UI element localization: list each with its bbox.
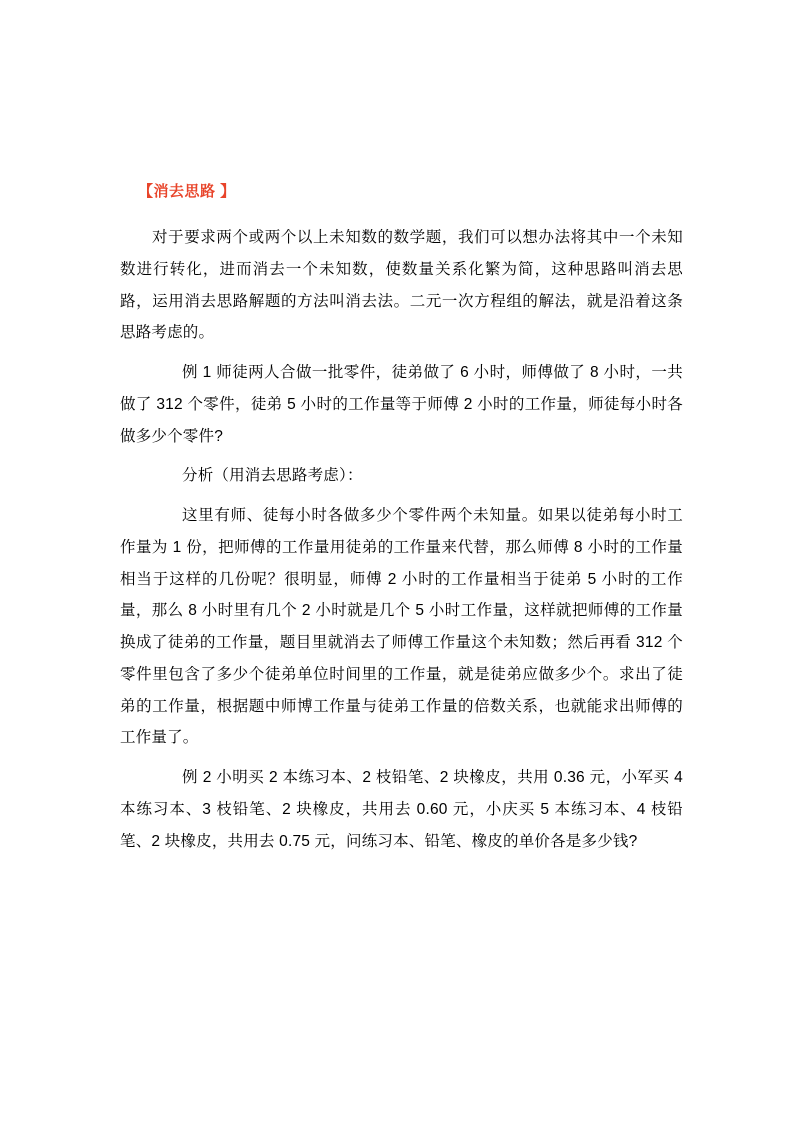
paragraph-analysis-label: 分析（用消去思路考虑）： <box>182 467 363 485</box>
section-heading: 【消去思路 】 <box>138 183 236 200</box>
paragraph-analysis-body: 这里有师、徒每小时各做多少个零件两个未知量。如果以徒弟每小时工作量为 1 份，把师傅的工作量用徒弟的工作量来代替，那么师傅 8 小时的工作量相当于这样的几份呢？很明显，师傅 2 小时的工作量相当于徒弟 5 小时的工作量，那么 8 小时里有几个 2 小时就是几个 5 小时工作量，这样就把师傅的工作量换成了徒弟的工作量，题目里就消去了师傅工作量这个未知数；然后再看 312 个零件里包含了多少个徒弟单位时间里的工作量，就是徒弟应做多少个。求出了徒弟的工作量，根据题中师博工作量与徒弟工作量的倍数关系，也就能求出师傅的工作量了。 <box>120 507 683 747</box>
paragraph-example-1: 例 1 师徒两人合做一批零件，徒弟做了 6 小时，师傅做了 8 小时，一共做了 312 个零件，徒弟 5 小时的工作量等于师傅 2 小时的工作量，师徒每小时各做多少个零件? <box>120 364 683 445</box>
paragraph-intro: 对于要求两个或两个以上未知数的数学题，我们可以想办法将其中一个未知数进行转化，进而消去一个未知数，使数量关系化繁为简，这种思路叫消去思路，运用消去思路解题的方法叫消去法。二元一次方程组的解法，就是沿着这条思路考虑的。 <box>120 229 683 342</box>
paragraph-example-2: 例 2 小明买 2 本练习本、2 枝铅笔、2 块橡皮，共用 0.36 元，小军买 4 本练习本、3 枝铅笔、2 块橡皮，共用去 0.60 元，小庆买 5 本练习本、4 枝铅笔、2 块橡皮，共用去 0.75 元，问练习本、铅笔、橡皮的单价各是多少钱? <box>120 769 683 850</box>
